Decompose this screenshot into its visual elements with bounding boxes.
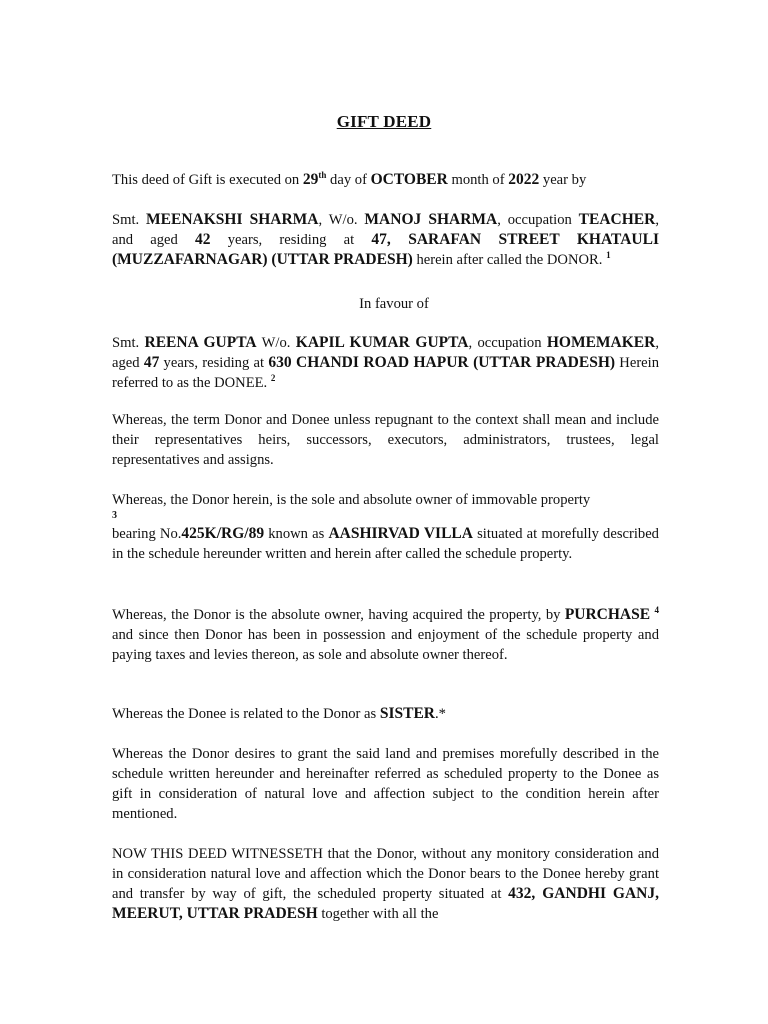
donor-spouse: MANOJ SHARMA bbox=[364, 211, 498, 228]
text: month of bbox=[447, 172, 509, 188]
execution-day: 29th bbox=[302, 169, 327, 188]
donor-occupation: TEACHER bbox=[578, 211, 656, 228]
purchase-paragraph: Whereas, the Donor is the absolute owner, having acquired the property, by PURCHASE $^4$ and since then Donor has been in possession and enjoyment of the schedule property and paying taxes and levies thereon, as sole and absolute owner thereof. bbox=[112, 605, 659, 663]
donee-spouse: KAPIL KUMAR GUPTA bbox=[295, 334, 469, 351]
footnote-ref: 3 bbox=[112, 510, 117, 521]
text: day of bbox=[326, 172, 371, 188]
property-location: 432, GANDHI GANJ, MEERUT, UTTAR PRADESH bbox=[112, 885, 659, 922]
document-title: GIFT DEED bbox=[336, 112, 432, 131]
donee-name: REENA GUPTA bbox=[144, 334, 257, 351]
execution-month: OCTOBER bbox=[370, 171, 448, 188]
donee-address: 630 CHANDI ROAD HAPUR (UTTAR PRADESH) bbox=[268, 354, 616, 371]
ownership-paragraph: Whereas, the Donor herein, is the sole and absolute owner of immovable property 3 bearing No.425K/RG/89 known as AASHIRVAD VILLA situated at morefully described in the schedule hereunder written and herein after called the schedule property. bbox=[112, 492, 659, 562]
property-number: 425K/RG/89 bbox=[181, 525, 265, 542]
footnote-ref: 2 bbox=[270, 373, 276, 384]
text: This deed of Gift is executed on bbox=[112, 172, 303, 188]
relation-paragraph: Whereas the Donee is related to the Donor as SISTER.* bbox=[112, 705, 446, 722]
witness-paragraph: NOW THIS DEED WITNESSETH that the Donor, without any monitory consideration and in consideration natural love and affection which the Donor bears to the Donee hereby grant and transfer by way of gift, the scheduled property situated at 432, GANDHI GANJ, MEERUT, UTTAR PRADESH together with all the bbox=[112, 846, 659, 922]
property-name: AASHIRVAD VILLA bbox=[328, 525, 473, 542]
terms-paragraph: Whereas, the term Donor and Donee unless repugnant to the context shall mean and include their representatives heirs, successors, executors, administrators, trustees, legal representatives and assigns. bbox=[112, 412, 659, 468]
desire-paragraph: Whereas the Donor desires to grant the said land and premises morefully described in the schedule written hereunder and hereinafter referred as scheduled property to the Donee as gift in consideration of natural love and affection subject to the condition herein after mentioned. bbox=[112, 746, 659, 822]
donor-age: 42 bbox=[195, 231, 211, 248]
acquisition-mode: PURCHASE bbox=[564, 606, 651, 623]
donee-paragraph: Smt. REENA GUPTA W/o. KAPIL KUMAR GUPTA, occupation HOMEMAKER, aged 47 years, residing at 630 CHANDI ROAD HAPUR (UTTAR PRADESH) Herein referred to as the DONEE. $^2$ bbox=[112, 334, 660, 391]
donee-occupation: HOMEMAKER bbox=[546, 334, 656, 351]
execution-date-paragraph bbox=[112, 170, 659, 190]
footnote-ref: 4 bbox=[654, 605, 659, 616]
relation: SISTER bbox=[379, 705, 436, 722]
donor-paragraph: Smt. MEENAKSHI SHARMA, W/o. MANOJ SHARMA, occupation TEACHER, and aged 42 years, residing at 47, SARAFAN STREET KHATAULI (MUZZAFARNAGAR) (UTTAR PRADESH) herein after called the DONOR. $^1$ bbox=[112, 211, 659, 268]
execution-year: 2022 bbox=[508, 171, 540, 188]
in-favour-of: In favour of bbox=[359, 296, 429, 312]
footnote-ref: 1 bbox=[606, 250, 611, 261]
donor-address: 47, SARAFAN STREET KHATAULI (MUZZAFARNAGAR) (UTTAR PRADESH) bbox=[112, 231, 659, 268]
text: year by bbox=[539, 172, 587, 188]
donee-age: 47 bbox=[143, 354, 160, 371]
donor-name: MEENAKSHI SHARMA bbox=[146, 211, 319, 228]
